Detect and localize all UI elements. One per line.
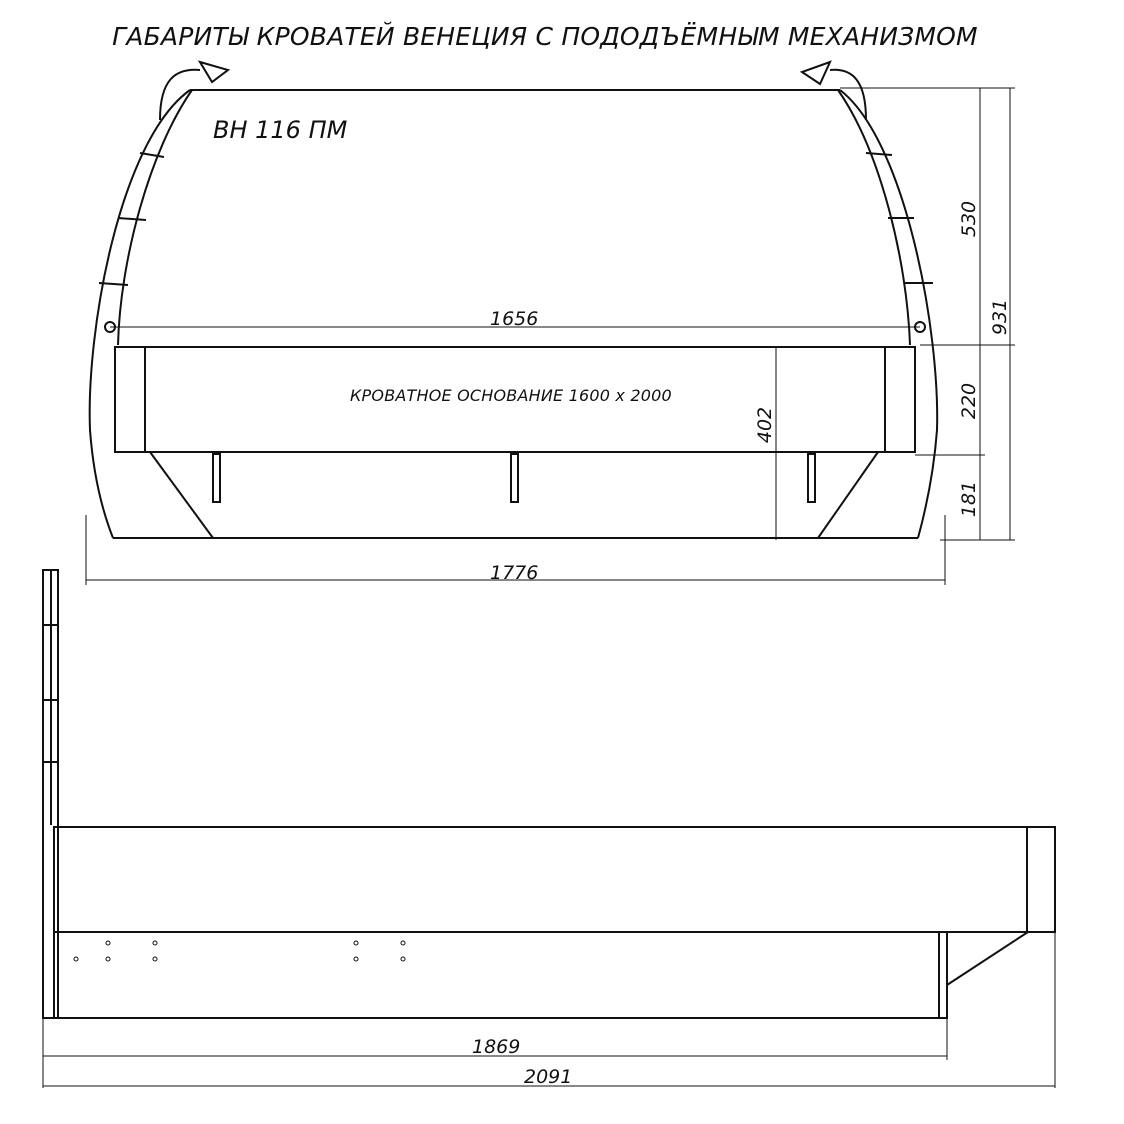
drawing-title: ГАБАРИТЫ КРОВАТЕЙ ВЕНЕЦИЯ С ПОДОДЪЁМНЫМ МЕХАНИЗМОМ <box>112 22 978 51</box>
leg-right <box>808 454 815 502</box>
dim-height-lower: 181 <box>958 480 981 518</box>
leg-center <box>511 454 518 502</box>
dim-total-length: 2091 <box>524 1066 573 1088</box>
model-code: ВН 116 ПМ <box>213 116 348 144</box>
bed-base-label: КРОВАТНОЕ ОСНОВАНИЕ 1600 х 2000 <box>350 386 672 405</box>
dim-base-height: 402 <box>754 406 777 444</box>
mounting-holes <box>74 941 405 961</box>
dim-height-total: 931 <box>989 298 1012 336</box>
dim-inner-width: 1656 <box>490 308 539 330</box>
dim-height-mid: 220 <box>958 382 981 420</box>
dim-total-width: 1776 <box>490 562 539 584</box>
bed-side-view <box>43 570 1055 1018</box>
leg-left <box>213 454 220 502</box>
dim-frame-length: 1869 <box>472 1036 521 1058</box>
dim-height-upper: 530 <box>958 200 981 238</box>
front-dimension-lines <box>86 88 1015 585</box>
side-dimension-lines <box>43 932 1055 1088</box>
